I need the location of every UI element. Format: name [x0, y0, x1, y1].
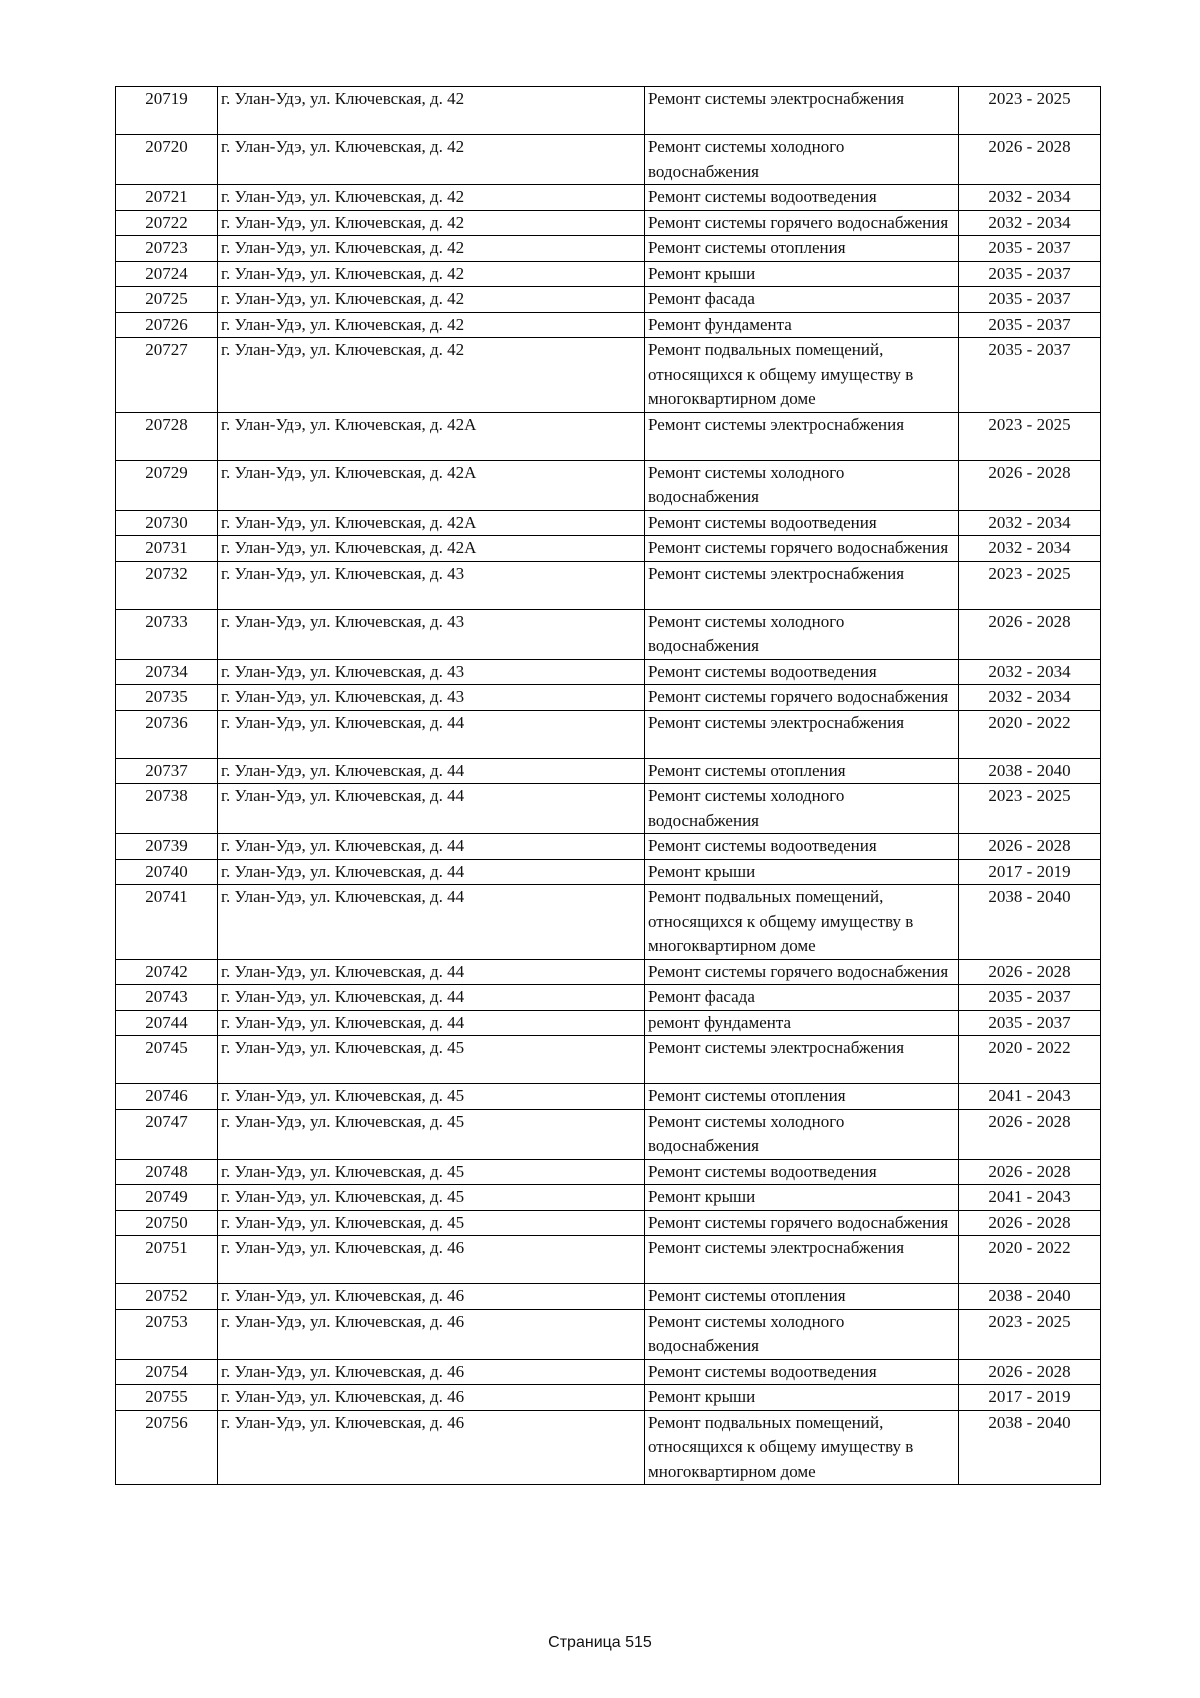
- address-cell: г. Улан-Удэ, ул. Ключевская, д. 42: [218, 312, 645, 338]
- work-type-cell: Ремонт системы электроснабжения: [645, 1036, 959, 1084]
- row-number-cell: 20735: [116, 685, 218, 711]
- table-row: [116, 859, 1101, 885]
- work-type-cell: ремонт фундамента: [645, 1010, 959, 1036]
- address-cell: г. Улан-Удэ, ул. Ключевская, д. 46: [218, 1359, 645, 1385]
- table-row: [116, 210, 1101, 236]
- period-cell: 2026 - 2028: [959, 609, 1101, 659]
- row-number-cell: 20747: [116, 1109, 218, 1159]
- table-row: [116, 261, 1101, 287]
- period-cell: 2020 - 2022: [959, 1236, 1101, 1284]
- table-row: [116, 135, 1101, 185]
- table-row: [116, 1309, 1101, 1359]
- table-row: [116, 985, 1101, 1011]
- table-row: [116, 312, 1101, 338]
- address-cell: г. Улан-Удэ, ул. Ключевская, д. 44: [218, 758, 645, 784]
- period-cell: 2035 - 2037: [959, 1010, 1101, 1036]
- period-cell: 2023 - 2025: [959, 561, 1101, 609]
- period-cell: 2035 - 2037: [959, 287, 1101, 313]
- address-cell: г. Улан-Удэ, ул. Ключевская, д. 46: [218, 1410, 645, 1485]
- row-number-cell: 20728: [116, 412, 218, 460]
- row-number-cell: 20748: [116, 1159, 218, 1185]
- period-cell: 2026 - 2028: [959, 1109, 1101, 1159]
- work-type-cell: Ремонт фундамента: [645, 312, 959, 338]
- address-cell: г. Улан-Удэ, ул. Ключевская, д. 46: [218, 1284, 645, 1310]
- period-cell: 2035 - 2037: [959, 312, 1101, 338]
- row-number-cell: 20740: [116, 859, 218, 885]
- row-number-cell: 20753: [116, 1309, 218, 1359]
- address-cell: г. Улан-Удэ, ул. Ключевская, д. 44: [218, 959, 645, 985]
- period-cell: 2032 - 2034: [959, 185, 1101, 211]
- period-cell: 2017 - 2019: [959, 859, 1101, 885]
- row-number-cell: 20741: [116, 885, 218, 960]
- row-number-cell: 20731: [116, 536, 218, 562]
- row-number-cell: 20722: [116, 210, 218, 236]
- period-cell: 2020 - 2022: [959, 1036, 1101, 1084]
- address-cell: г. Улан-Удэ, ул. Ключевская, д. 45: [218, 1185, 645, 1211]
- table-row: [116, 1010, 1101, 1036]
- row-number-cell: 20738: [116, 784, 218, 834]
- address-cell: г. Улан-Удэ, ул. Ключевская, д. 43: [218, 609, 645, 659]
- period-cell: 2017 - 2019: [959, 1385, 1101, 1411]
- work-type-cell: Ремонт системы электроснабжения: [645, 710, 959, 758]
- table-row: [116, 710, 1101, 758]
- row-number-cell: 20737: [116, 758, 218, 784]
- address-cell: г. Улан-Удэ, ул. Ключевская, д. 42А: [218, 412, 645, 460]
- address-cell: г. Улан-Удэ, ул. Ключевская, д. 46: [218, 1385, 645, 1411]
- work-type-cell: Ремонт системы холодного водоснабжения: [645, 609, 959, 659]
- period-cell: 2032 - 2034: [959, 210, 1101, 236]
- row-number-cell: 20727: [116, 338, 218, 413]
- work-type-cell: Ремонт системы горячего водоснабжения: [645, 1210, 959, 1236]
- row-number-cell: 20749: [116, 1185, 218, 1211]
- address-cell: г. Улан-Удэ, ул. Ключевская, д. 44: [218, 834, 645, 860]
- repair-schedule-table: [115, 86, 1101, 1485]
- work-type-cell: Ремонт системы водоотведения: [645, 834, 959, 860]
- address-cell: г. Улан-Удэ, ул. Ключевская, д. 46: [218, 1309, 645, 1359]
- work-type-cell: Ремонт системы водоотведения: [645, 659, 959, 685]
- row-number-cell: 20723: [116, 236, 218, 262]
- period-cell: 2023 - 2025: [959, 784, 1101, 834]
- table-row: [116, 1109, 1101, 1159]
- table-row: [116, 885, 1101, 960]
- row-number-cell: 20729: [116, 460, 218, 510]
- work-type-cell: Ремонт системы горячего водоснабжения: [645, 685, 959, 711]
- address-cell: г. Улан-Удэ, ул. Ключевская, д. 42А: [218, 460, 645, 510]
- address-cell: г. Улан-Удэ, ул. Ключевская, д. 44: [218, 710, 645, 758]
- row-number-cell: 20756: [116, 1410, 218, 1485]
- work-type-cell: Ремонт системы отопления: [645, 236, 959, 262]
- table-row: [116, 609, 1101, 659]
- address-cell: г. Улан-Удэ, ул. Ключевская, д. 42: [218, 287, 645, 313]
- period-cell: 2020 - 2022: [959, 710, 1101, 758]
- address-cell: г. Улан-Удэ, ул. Ключевская, д. 42: [218, 185, 645, 211]
- address-cell: г. Улан-Удэ, ул. Ключевская, д. 45: [218, 1210, 645, 1236]
- row-number-cell: 20736: [116, 710, 218, 758]
- table-row: [116, 460, 1101, 510]
- row-number-cell: 20742: [116, 959, 218, 985]
- address-cell: г. Улан-Удэ, ул. Ключевская, д. 45: [218, 1084, 645, 1110]
- table-row: [116, 412, 1101, 460]
- address-cell: г. Улан-Удэ, ул. Ключевская, д. 43: [218, 561, 645, 609]
- work-type-cell: Ремонт системы холодного водоснабжения: [645, 1309, 959, 1359]
- table-row: [116, 338, 1101, 413]
- table-row: [116, 1159, 1101, 1185]
- table-row: [116, 1359, 1101, 1385]
- row-number-cell: 20724: [116, 261, 218, 287]
- table-row: [116, 561, 1101, 609]
- period-cell: 2032 - 2034: [959, 536, 1101, 562]
- address-cell: г. Улан-Удэ, ул. Ключевская, д. 42: [218, 338, 645, 413]
- table-row: [116, 185, 1101, 211]
- table-body: [116, 87, 1101, 1485]
- work-type-cell: Ремонт системы электроснабжения: [645, 412, 959, 460]
- row-number-cell: 20755: [116, 1385, 218, 1411]
- work-type-cell: Ремонт системы холодного водоснабжения: [645, 135, 959, 185]
- address-cell: г. Улан-Удэ, ул. Ключевская, д. 44: [218, 1010, 645, 1036]
- table-row: [116, 1185, 1101, 1211]
- period-cell: 2038 - 2040: [959, 885, 1101, 960]
- work-type-cell: Ремонт системы холодного водоснабжения: [645, 1109, 959, 1159]
- row-number-cell: 20733: [116, 609, 218, 659]
- address-cell: г. Улан-Удэ, ул. Ключевская, д. 44: [218, 859, 645, 885]
- work-type-cell: Ремонт подвальных помещений, относящихся к общему имуществу в многоквартирном доме: [645, 885, 959, 960]
- table-row: [116, 1036, 1101, 1084]
- table-row: [116, 659, 1101, 685]
- work-type-cell: Ремонт фасада: [645, 985, 959, 1011]
- work-type-cell: Ремонт крыши: [645, 1185, 959, 1211]
- work-type-cell: Ремонт системы электроснабжения: [645, 87, 959, 135]
- row-number-cell: 20746: [116, 1084, 218, 1110]
- work-type-cell: Ремонт крыши: [645, 261, 959, 287]
- row-number-cell: 20719: [116, 87, 218, 135]
- period-cell: 2035 - 2037: [959, 985, 1101, 1011]
- address-cell: г. Улан-Удэ, ул. Ключевская, д. 42А: [218, 510, 645, 536]
- work-type-cell: Ремонт системы водоотведения: [645, 510, 959, 536]
- period-cell: 2038 - 2040: [959, 1284, 1101, 1310]
- row-number-cell: 20745: [116, 1036, 218, 1084]
- period-cell: 2035 - 2037: [959, 261, 1101, 287]
- work-type-cell: Ремонт крыши: [645, 859, 959, 885]
- work-type-cell: Ремонт системы горячего водоснабжения: [645, 959, 959, 985]
- address-cell: г. Улан-Удэ, ул. Ключевская, д. 43: [218, 685, 645, 711]
- row-number-cell: 20750: [116, 1210, 218, 1236]
- period-cell: 2035 - 2037: [959, 236, 1101, 262]
- table-row: [116, 1410, 1101, 1485]
- period-cell: 2032 - 2034: [959, 659, 1101, 685]
- period-cell: 2038 - 2040: [959, 758, 1101, 784]
- row-number-cell: 20754: [116, 1359, 218, 1385]
- work-type-cell: Ремонт системы горячего водоснабжения: [645, 210, 959, 236]
- table-row: [116, 758, 1101, 784]
- work-type-cell: Ремонт системы водоотведения: [645, 1359, 959, 1385]
- work-type-cell: Ремонт системы водоотведения: [645, 185, 959, 211]
- address-cell: г. Улан-Удэ, ул. Ключевская, д. 43: [218, 659, 645, 685]
- address-cell: г. Улан-Удэ, ул. Ключевская, д. 45: [218, 1109, 645, 1159]
- row-number-cell: 20732: [116, 561, 218, 609]
- period-cell: 2023 - 2025: [959, 87, 1101, 135]
- work-type-cell: Ремонт подвальных помещений, относящихся к общему имуществу в многоквартирном доме: [645, 1410, 959, 1485]
- table-row: [116, 1084, 1101, 1110]
- page-number: Страница 515: [548, 1634, 652, 1651]
- address-cell: г. Улан-Удэ, ул. Ключевская, д. 42: [218, 236, 645, 262]
- row-number-cell: 20726: [116, 312, 218, 338]
- address-cell: г. Улан-Удэ, ул. Ключевская, д. 42А: [218, 536, 645, 562]
- work-type-cell: Ремонт системы электроснабжения: [645, 1236, 959, 1284]
- row-number-cell: 20752: [116, 1284, 218, 1310]
- table-row: [116, 959, 1101, 985]
- work-type-cell: Ремонт системы холодного водоснабжения: [645, 460, 959, 510]
- work-type-cell: Ремонт системы электроснабжения: [645, 561, 959, 609]
- work-type-cell: Ремонт системы холодного водоснабжения: [645, 784, 959, 834]
- address-cell: г. Улан-Удэ, ул. Ключевская, д. 42: [218, 87, 645, 135]
- period-cell: 2035 - 2037: [959, 338, 1101, 413]
- row-number-cell: 20734: [116, 659, 218, 685]
- table-row: [116, 1284, 1101, 1310]
- row-number-cell: 20720: [116, 135, 218, 185]
- work-type-cell: Ремонт системы отопления: [645, 1284, 959, 1310]
- period-cell: 2032 - 2034: [959, 685, 1101, 711]
- table-row: [116, 1236, 1101, 1284]
- address-cell: г. Улан-Удэ, ул. Ключевская, д. 42: [218, 261, 645, 287]
- period-cell: 2026 - 2028: [959, 1359, 1101, 1385]
- period-cell: 2023 - 2025: [959, 1309, 1101, 1359]
- table-row: [116, 236, 1101, 262]
- row-number-cell: 20725: [116, 287, 218, 313]
- period-cell: 2041 - 2043: [959, 1185, 1101, 1211]
- table-row: [116, 784, 1101, 834]
- work-type-cell: Ремонт фасада: [645, 287, 959, 313]
- table-row: [116, 1210, 1101, 1236]
- period-cell: 2026 - 2028: [959, 959, 1101, 985]
- address-cell: г. Улан-Удэ, ул. Ключевская, д. 44: [218, 985, 645, 1011]
- address-cell: г. Улан-Удэ, ул. Ключевская, д. 44: [218, 885, 645, 960]
- period-cell: 2032 - 2034: [959, 510, 1101, 536]
- work-type-cell: Ремонт системы горячего водоснабжения: [645, 536, 959, 562]
- table-row: [116, 287, 1101, 313]
- table-row: [116, 834, 1101, 860]
- period-cell: 2026 - 2028: [959, 834, 1101, 860]
- address-cell: г. Улан-Удэ, ул. Ключевская, д. 46: [218, 1236, 645, 1284]
- table-row: [116, 685, 1101, 711]
- table-row: [116, 1385, 1101, 1411]
- table-row: [116, 87, 1101, 135]
- row-number-cell: 20751: [116, 1236, 218, 1284]
- address-cell: г. Улан-Удэ, ул. Ключевская, д. 45: [218, 1036, 645, 1084]
- work-type-cell: Ремонт подвальных помещений, относящихся к общему имуществу в многоквартирном доме: [645, 338, 959, 413]
- address-cell: г. Улан-Удэ, ул. Ключевская, д. 45: [218, 1159, 645, 1185]
- address-cell: г. Улан-Удэ, ул. Ключевская, д. 44: [218, 784, 645, 834]
- address-cell: г. Улан-Удэ, ул. Ключевская, д. 42: [218, 135, 645, 185]
- address-cell: г. Улан-Удэ, ул. Ключевская, д. 42: [218, 210, 645, 236]
- period-cell: 2041 - 2043: [959, 1084, 1101, 1110]
- row-number-cell: 20730: [116, 510, 218, 536]
- work-type-cell: Ремонт крыши: [645, 1385, 959, 1411]
- row-number-cell: 20743: [116, 985, 218, 1011]
- work-type-cell: Ремонт системы отопления: [645, 1084, 959, 1110]
- row-number-cell: 20739: [116, 834, 218, 860]
- period-cell: 2026 - 2028: [959, 1210, 1101, 1236]
- row-number-cell: 20721: [116, 185, 218, 211]
- work-type-cell: Ремонт системы водоотведения: [645, 1159, 959, 1185]
- table-row: [116, 536, 1101, 562]
- period-cell: 2026 - 2028: [959, 135, 1101, 185]
- period-cell: 2023 - 2025: [959, 412, 1101, 460]
- period-cell: 2038 - 2040: [959, 1410, 1101, 1485]
- period-cell: 2026 - 2028: [959, 460, 1101, 510]
- row-number-cell: 20744: [116, 1010, 218, 1036]
- period-cell: 2026 - 2028: [959, 1159, 1101, 1185]
- work-type-cell: Ремонт системы отопления: [645, 758, 959, 784]
- table-row: [116, 510, 1101, 536]
